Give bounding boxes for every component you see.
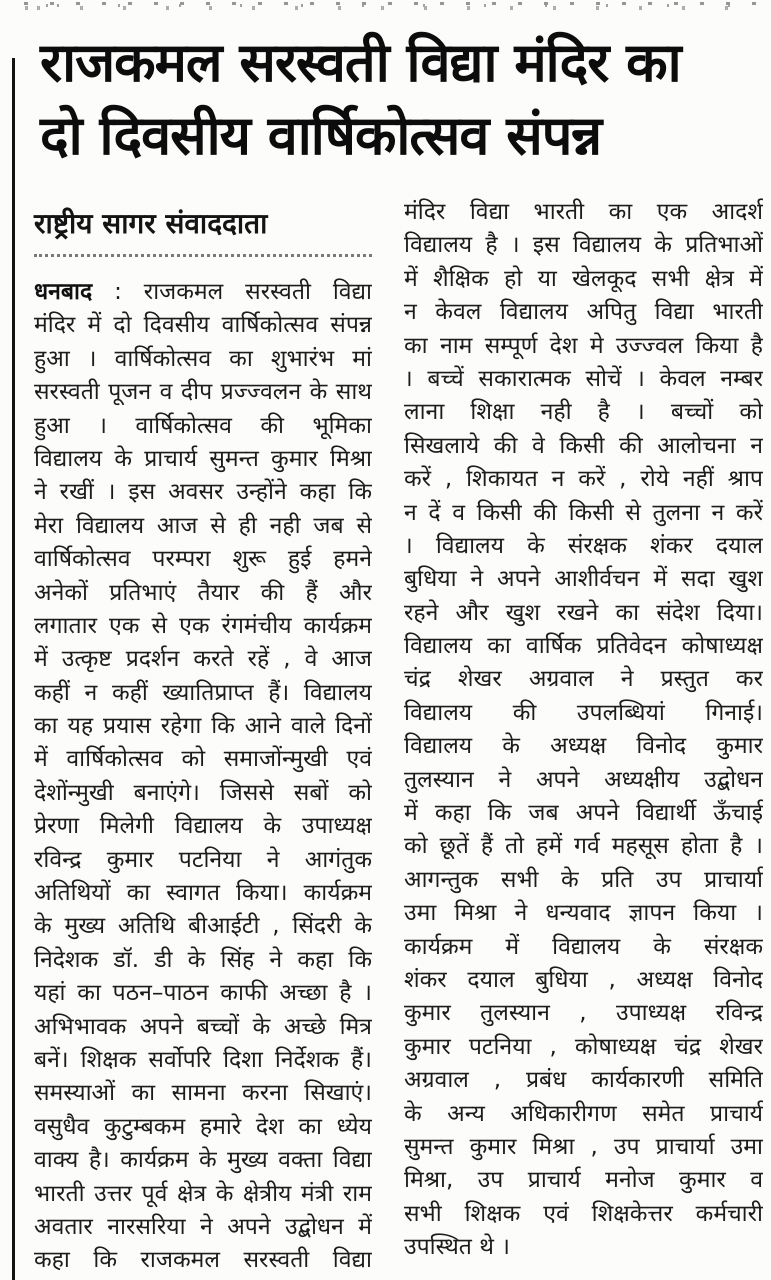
first-line-text: : राजकमल सरस्वती विद्या	[114, 279, 372, 305]
article-line: सरस्वती पूजन व दीप प्रज्ज्वलन के साथ	[34, 379, 372, 406]
article-line: मंदिर में दो दिवसीय वार्षिकोत्सव संपन्न	[34, 312, 372, 339]
article-line: विद्यालय की उपलब्धियां गिनाई।	[404, 699, 763, 726]
left-column-rule	[12, 58, 15, 1280]
article-line: न केवल विद्यालय अपितु विद्या भारती	[404, 299, 763, 326]
article-line: लगातार एक से एक रंगमंचीय कार्यक्रम	[34, 612, 372, 639]
article-line: उमा मिश्रा ने धन्यवाद ज्ञापन किया ।	[404, 900, 763, 927]
article-line: सुमन्त कुमार मिश्रा , उप प्राचार्या उमा	[404, 1133, 763, 1160]
article-line: वार्षिकोत्सव परम्परा शुरू हुई हमने	[34, 546, 372, 573]
article-line: विद्यालय है । इस विद्यालय के प्रतिभाओं	[404, 232, 763, 259]
article-line: समस्याओं का सामना करना सिखाएं।	[34, 1080, 372, 1107]
article-line: शंकर दयाल बुधिया , अध्यक्ष विनोद	[404, 966, 763, 993]
article-line: उपस्थित थे ।	[404, 1234, 510, 1261]
article-line: अतिथियों का स्वागत किया। कार्यक्रम	[34, 880, 372, 907]
byline: राष्ट्रीय सागर संवाददाता	[34, 207, 268, 240]
article-line: देशोंन्मुखी बनाएंगे। जिससे सबों को	[34, 779, 372, 806]
article-line: मेरा विद्यालय आज से ही नही जब से	[34, 512, 372, 539]
article-line: ने रखीं । इस अवसर उन्होंने कहा कि	[34, 479, 372, 506]
article-line: करें , शिकायत न करें , रोये नहीं श्राप	[404, 466, 763, 493]
article-line: न दें व किसी की किसी से तुलना न करें	[404, 499, 763, 526]
article-line: प्रेरणा मिलेगी विद्यालय के उपाध्यक्ष	[34, 813, 372, 840]
article-line: । बच्चें सकारात्मक सोचें । केवल नम्बर	[404, 365, 763, 392]
article-line: अभिभावक अपने बच्चों के अच्छे मित्र	[34, 1013, 372, 1040]
article-line: वसुधैव कुटुम्बकम हमारे देश का ध्येय	[34, 1113, 372, 1140]
article-line: में उत्कृष्ट प्रदर्शन करते रहें , वे आज	[34, 646, 372, 673]
article-line: आगन्तुक सभी के प्रति उप प्राचार्या	[404, 866, 763, 893]
article-line: रहने और खुश रखने का संदेश दिया।	[404, 599, 763, 626]
article-line: । विद्यालय के संरक्षक शंकर दयाल	[404, 532, 763, 559]
article-line: अनेकों प्रतिभाएं तैयार की हैं और	[34, 579, 372, 606]
article-line: कहा कि राजकमल सरस्वती विद्या	[34, 1247, 372, 1274]
article-line: विद्यालय के प्राचार्य सुमन्त कुमार मिश्रा	[34, 445, 372, 472]
article-headline	[40, 26, 766, 172]
article-line: कहीं न कहीं ख्यातिप्राप्त हैं। विद्यालय	[34, 679, 372, 706]
article-line: के मुख्य अतिथि बीआईटी , सिंदरी के	[34, 913, 372, 940]
article-line: तुलस्यान ने अपने अध्यक्षीय उद्बोधन	[404, 766, 763, 793]
article-line: हुआ । वार्षिकोत्सव की भूमिका	[34, 412, 372, 439]
article-line: चंद्र शेखर अग्रवाल ने प्रस्तुत कर	[404, 666, 763, 693]
article-column-left	[34, 276, 372, 1278]
article-line: का नाम सम्पूर्ण देश मे उज्ज्वल किया है	[404, 332, 763, 359]
article-line: कुमार तुलस्यान , उपाध्यक्ष रविन्द्र	[404, 1000, 763, 1027]
article-column-right	[404, 196, 763, 1265]
article-first-line	[34, 276, 372, 309]
article-line: सभी शिक्षक एवं शिक्षकेत्तर कर्मचारी	[404, 1200, 763, 1227]
article-line: कार्यक्रम में विद्यालय के संरक्षक	[404, 933, 763, 960]
cropped-text-remnants	[18, 2, 761, 11]
article-line: मिश्रा, उप प्राचार्य मनोज कुमार व	[404, 1167, 763, 1194]
article-line: लाना शिक्षा नही है । बच्चों को	[404, 399, 763, 426]
article-line: रविन्द्र कुमार पटनिया ने आगंतुक	[34, 846, 372, 873]
article-line: बनें। शिक्षक सर्वोपरि दिशा निर्देशक हैं।	[34, 1046, 372, 1073]
article-line: में कहा कि जब अपने विद्यार्थी ऊँचाई	[404, 800, 763, 827]
article-line: अवतार नारसरिया ने अपने उद्बोधन में	[34, 1213, 372, 1240]
article-line: अग्रवाल , प्रबंध कार्यकारणी समिति	[404, 1067, 763, 1094]
article-line: कुमार पटनिया , कोषाध्यक्ष चंद्र शेखर	[404, 1033, 763, 1060]
article-line: का यह प्रयास रहेगा कि आने वाले दिनों	[34, 713, 372, 740]
article-line: बुधिया ने अपने आशीर्वचन में सदा खुश	[404, 566, 763, 593]
article-line: वाक्य है। कार्यक्रम के मुख्य वक्ता विद्या	[34, 1147, 372, 1174]
article-line: निदेशक डॉ. डी के सिंह ने कहा कि	[34, 946, 372, 973]
article-line: को छूतें हैं तो हमें गर्व महसूस होता है ।	[404, 833, 763, 860]
article-line: विद्यालय के अध्यक्ष विनोद कुमार	[404, 733, 763, 760]
article-line: यहां का पठन–पाठन काफी अच्छा है ।	[34, 980, 372, 1007]
dateline: धनबाद	[34, 279, 93, 305]
byline-divider	[34, 254, 372, 257]
article-line: के अन्य अधिकारीगण समेत प्राचार्य	[404, 1100, 763, 1127]
headline-line-1: राजकमल सरस्वती विद्या मंदिर का	[40, 31, 681, 94]
article-line: भारती उत्तर पूर्व क्षेत्र के क्षेत्रीय मंत्री राम	[34, 1180, 372, 1207]
article-line: में वार्षिकोत्सव को समाजोंन्मुखी एवं	[34, 746, 372, 773]
article-line: विद्यालय का वार्षिक प्रतिवेदन कोषाध्यक्ष	[404, 633, 763, 660]
article-line: मंदिर विद्या भारती का एक आदर्श	[404, 199, 763, 225]
article-line: में शैक्षिक हो या खेलकूद सभी क्षेत्र में	[404, 265, 763, 292]
headline-line-2: दो दिवसीय वार्षिकोत्सव संपन्न	[40, 104, 602, 167]
article-line: सिखलाये की वे किसी की आलोचना न	[404, 432, 763, 459]
article-line: हुआ । वार्षिकोत्सव का शुभारंभ मां	[34, 345, 372, 372]
